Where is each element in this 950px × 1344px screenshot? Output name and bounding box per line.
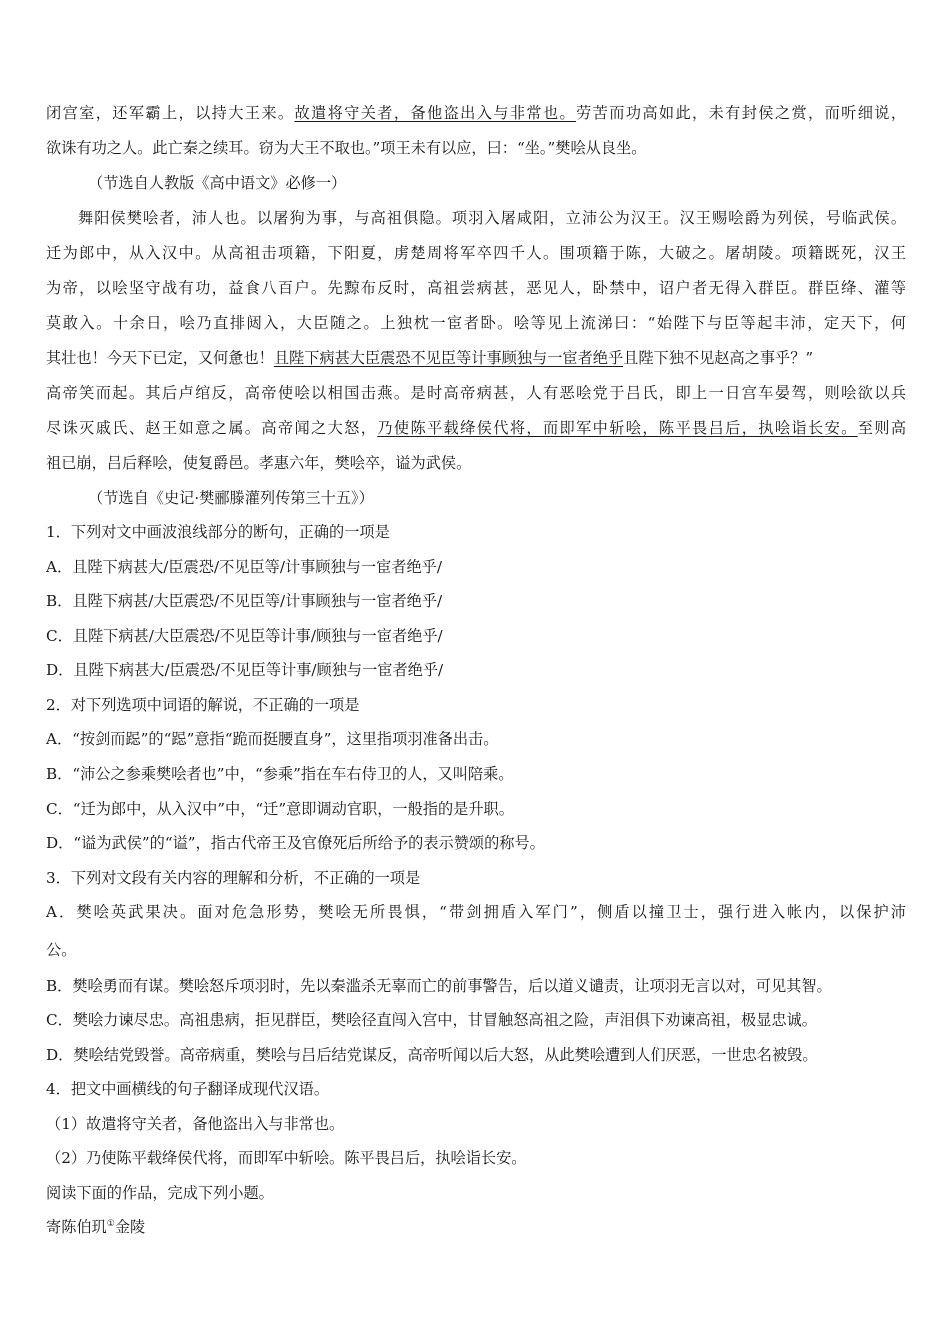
poem-title-tail: 金陵 (114, 1218, 146, 1236)
question-3-option-d: D．樊哙结党毁誉。高帝病重，樊哙与吕后结党谋反，高帝听闻以后大怒，从此樊哙遭到人们厌恶，一世忠名被毁。 (46, 1046, 818, 1064)
passage2-line-2: 迁为郎中，从入汉中。从高祖击项籍，下阳夏，虏楚周将军卒四千人。围项籍于陈，大破之。屠胡陵。项籍既死，汉王 (46, 244, 906, 262)
passage2-line-6: 高帝笑而起。其后卢绾反，高帝使哙以相国击燕。是时高帝病甚，人有恶哙党于吕氏，即上一日宫车晏驾，则哙欲以兵 (46, 384, 906, 402)
passage1-line-1-text-end: 劳苦而功高如此，未有封侯之赏，而听细说， (576, 104, 907, 122)
question-3-option-c: C．樊哙力谏尽忠。高祖患病，拒见群臣，樊哙径直闯入宫中，甘冒触怒高祖之险，声泪俱下劝谏高祖，极显忠诚。 (46, 1011, 817, 1029)
passage1-source: （节选自人教版《高中语文》必修一） (88, 174, 347, 192)
passage2-line-5-text-end: 且陛下独不见赵高之事乎？” (623, 349, 814, 367)
question-1-option-d: D．且陛下病甚大/臣震恐/不见臣等计事/顾独与一宦者绝乎/ (46, 661, 444, 679)
question-3-option-a-cont: 公。 (46, 941, 77, 959)
question-2-option-a: A．“按剑而跽”的“跽”意指“跪而挺腰直身”，这里指项羽准备出击。 (46, 730, 499, 748)
passage1-line-1 (46, 103, 906, 123)
passage2-line-3: 为帝，以哙坚守战有功，益食八百户。先黥布反时，高祖尝病甚，恶见人，卧禁中，诏户者无得入群臣。群臣绛、灌等 (46, 279, 906, 297)
underlined-sentence-2: 乃使陈平载绛侯代将，而即军中斩哙，陈平畏吕后，执哙诣长安。 (377, 419, 858, 437)
question-2-option-b: B．“沛公之参乘樊哙者也”中，“参乘”指在车右侍卫的人，又叫陪乘。 (46, 765, 514, 783)
passage2-line-7-text: 尽诛灭戚氏、赵王如意之属。高帝闻之大怒， (46, 419, 378, 437)
reading-instruction: 阅读下面的作品，完成下列小题。 (46, 1184, 274, 1202)
passage2-line-7 (46, 418, 906, 438)
question-4-stem: 4．把文中画横线的句子翻译成现代汉语。 (46, 1080, 330, 1098)
wavy-underlined-sentence: 且陛下病甚大臣震恐不见臣等计事顾独与一宦者绝乎 (273, 349, 624, 367)
underlined-sentence-1: 故遣将守关者，备他盗出入与非常也。 (294, 104, 577, 122)
question-1-option-a: A．且陛下病甚大/臣震恐/不见臣等/计事顾独与一宦者绝乎/ (46, 558, 442, 576)
question-3-option-a: A．樊哙英武果决。面对危急形势，樊哙无所畏惧，“带剑拥盾入军门”，侧盾以撞卫士，强行进入帐内，以保护沛 (46, 903, 906, 921)
question-4-sentence-2: （2）乃使陈平载绛侯代将，而即军中斩哙。陈平畏吕后，执哙诣长安。 (46, 1149, 527, 1167)
question-2-option-d: D．“谥为武侯”的“谥”，指古代帝王及官僚死后所给予的表示赞颂的称号。 (46, 834, 545, 852)
question-3-option-b: B．樊哙勇而有谋。樊哙怒斥项羽时，先以秦滥杀无辜而亡的前事警告，后以道义谴责，让项羽无言以对，可见其智。 (46, 977, 832, 995)
question-2-option-c: C．“迁为郎中，从入汉中”中，“迁”意即调动官职，一般指的是升职。 (46, 800, 514, 818)
passage2-line-8: 祖已崩，吕后释哙，使复爵邑。孝惠六年，樊哙卒，谥为武侯。 (46, 454, 472, 472)
passage2-line-5-text: 其壮也！今天下已定，又何惫也！ (46, 349, 274, 367)
passage2-line-5 (46, 348, 906, 368)
question-1-option-b: B．且陛下病甚/大臣震恐/不见臣等/计事顾独与一宦者绝乎/ (46, 592, 443, 610)
poem-title (46, 1217, 906, 1237)
question-3-stem: 3．下列对文段有关内容的理解和分析，不正确的一项是 (46, 869, 421, 887)
passage1-line-2: 欲诛有功之人。此亡秦之续耳。窃为大王不取也。”项王未有以应，曰：“坐。”樊哙从良坐。 (46, 139, 647, 157)
poem-title-text: 寄陈伯玑 (46, 1218, 107, 1236)
footnote-marker: ① (106, 1218, 115, 1229)
question-1-option-c: C．且陛下病甚/大臣震恐/不见臣等计事/顾独与一宦者绝乎/ (46, 627, 443, 645)
passage2-source: （节选自《史记·樊郦滕灌列传第三十五》） (88, 489, 374, 507)
passage1-line-1-text: 闭宫室，还军霸上，以持大王来。 (46, 104, 295, 122)
passage2-line-1: 舞阳侯樊哙者，沛人也。以屠狗为事，与高祖俱隐。项羽入屠咸阳，立沛公为汉王。汉王赐哙爵为列侯，号临武侯。 (78, 209, 906, 227)
question-2-stem: 2．对下列选项中词语的解说，不正确的一项是 (46, 696, 360, 714)
passage2-line-4: 莫敢入。十余日，哙乃直排闼入，大臣随之。上独枕一宦者卧。哙等见上流涕曰：“始陛下与臣等起丰沛，定天下，何 (46, 314, 906, 332)
question-1-stem: 1．下列对文中画波浪线部分的断句，正确的一项是 (46, 523, 390, 541)
passage2-line-7-text-end: 至则高 (857, 419, 907, 437)
question-4-sentence-1: （1）故遣将守关者，备他盗出入与非常也。 (46, 1115, 345, 1133)
